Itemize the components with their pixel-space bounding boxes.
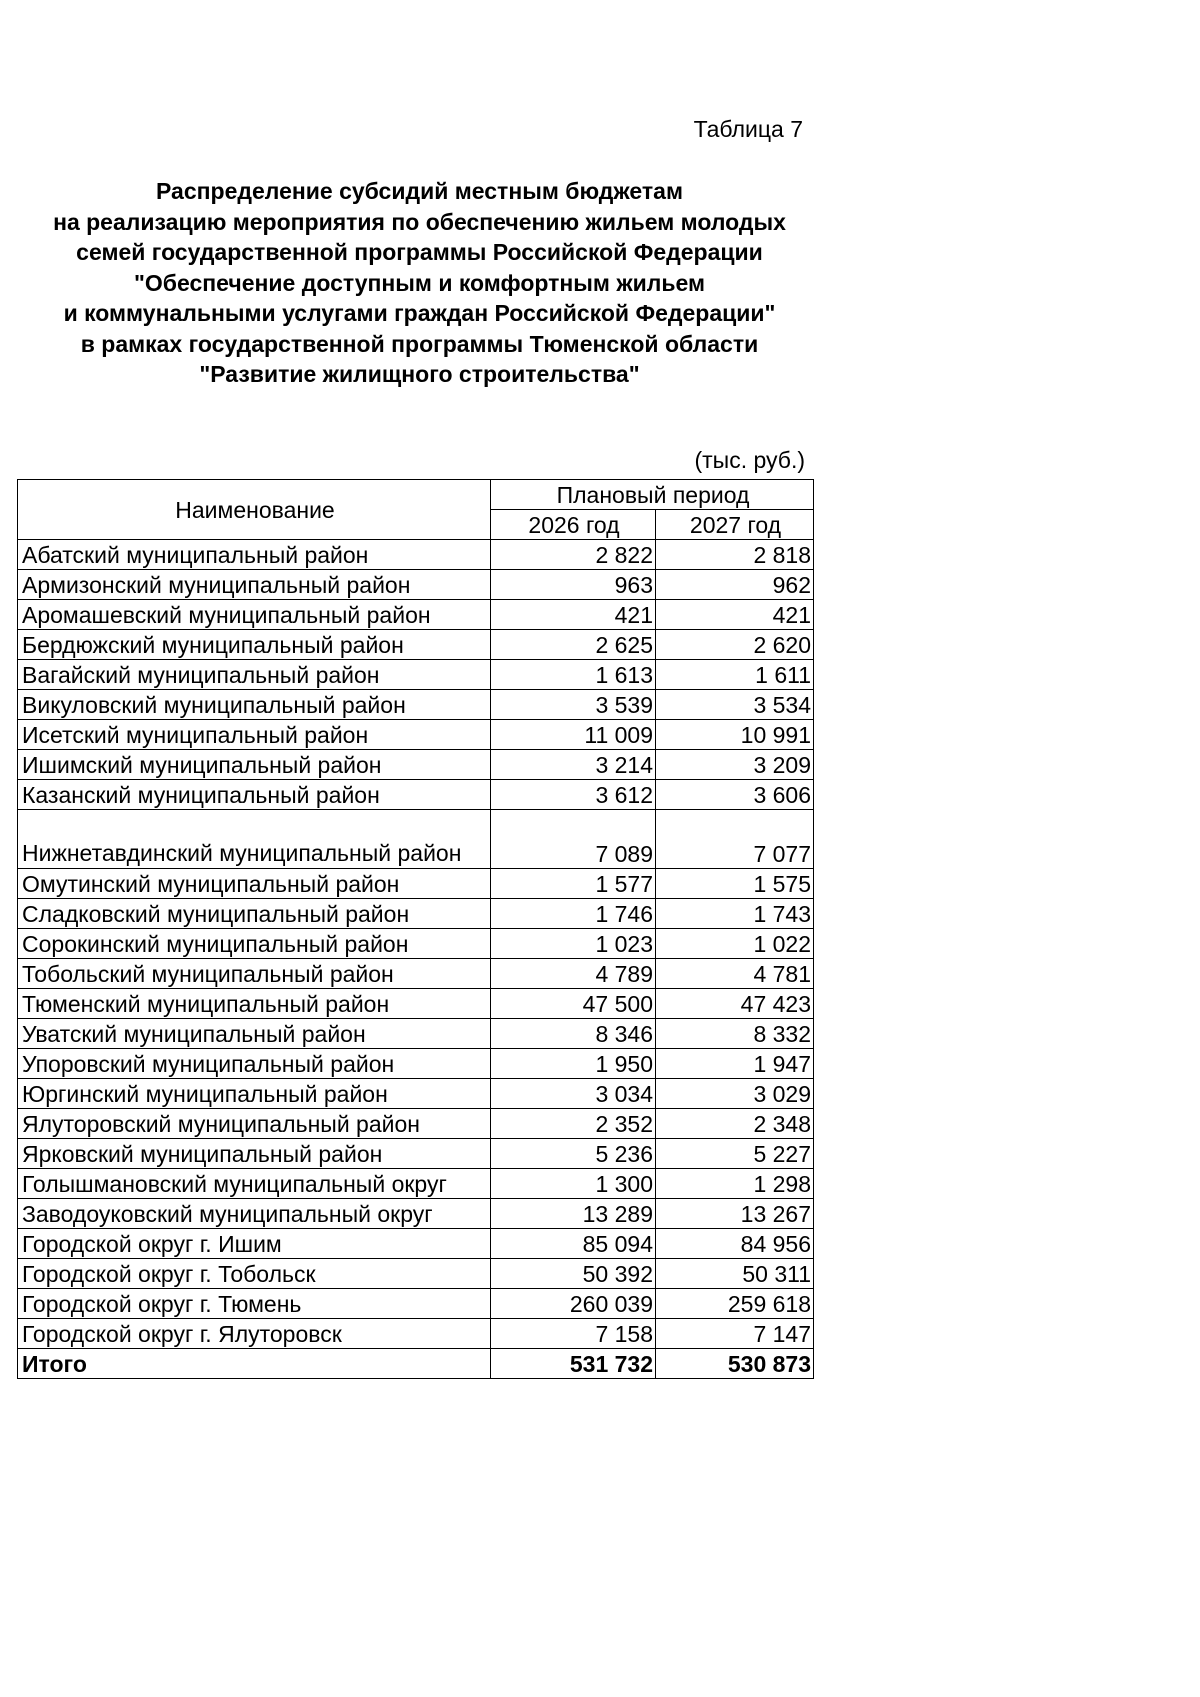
row-name: Аромашевский муниципальный район [18, 600, 491, 630]
row-value-2026: 2 822 [491, 540, 656, 570]
row-value-2027: 1 575 [656, 869, 814, 899]
row-value-2026: 3 539 [491, 690, 656, 720]
row-value-2026: 85 094 [491, 1229, 656, 1259]
row-name: Ярковский муниципальный район [18, 1139, 491, 1169]
row-value-2026: 4 789 [491, 959, 656, 989]
table-row [18, 810, 814, 869]
table-row [18, 780, 814, 810]
table-row [18, 570, 814, 600]
row-name: Заводоуковский муниципальный округ [18, 1199, 491, 1229]
row-value-2027: 10 991 [656, 720, 814, 750]
row-name: Бердюжский муниципальный район [18, 630, 491, 660]
table-row [18, 1049, 814, 1079]
table-row [18, 1169, 814, 1199]
row-value-2027: 50 311 [656, 1259, 814, 1289]
title-line: "Обеспечение доступным и комфортным жильем [133, 269, 706, 296]
table-header [18, 480, 814, 540]
units-label: (тыс. руб.) [694, 447, 805, 473]
row-value-2027: 1 947 [656, 1049, 814, 1079]
row-value-2026: 11 009 [491, 720, 656, 750]
title-line: и коммунальными услугами граждан Российской Федерации" [63, 300, 776, 326]
title-line: в рамках государственной программы Тюменской области [80, 330, 759, 357]
row-name: Сладковский муниципальный район [18, 899, 491, 929]
row-value-2027: 2 620 [656, 630, 814, 660]
row-name: Ялуторовский муниципальный район [18, 1109, 491, 1139]
row-value-2026: 47 500 [491, 989, 656, 1019]
row-name: Юргинский муниципальный район [18, 1079, 491, 1109]
header-year-2026: 2026 год [491, 510, 656, 540]
row-name: Нижнетавдинский муниципальный район [18, 810, 491, 869]
row-value-2027: 84 956 [656, 1229, 814, 1259]
total-row [18, 1349, 814, 1379]
row-name: Упоровский муниципальный район [18, 1049, 491, 1079]
table-row [18, 630, 814, 660]
row-name: Городской округ г. Тобольск [18, 1259, 491, 1289]
table-row [18, 1079, 814, 1109]
row-value-2027: 8 332 [656, 1019, 814, 1049]
table-row [18, 540, 814, 570]
table-row [18, 869, 814, 899]
title-line: "Развитие жилищного строительства" [199, 361, 640, 387]
row-value-2027: 7 077 [656, 810, 814, 869]
row-value-2027: 3 029 [656, 1079, 814, 1109]
table-row [18, 929, 814, 959]
row-value-2026: 13 289 [491, 1199, 656, 1229]
row-name: Вагайский муниципальный район [18, 660, 491, 690]
row-value-2026: 1 300 [491, 1169, 656, 1199]
table-row [18, 750, 814, 780]
row-value-2026: 963 [491, 570, 656, 600]
row-name: Викуловский муниципальный район [18, 690, 491, 720]
table-row [18, 1019, 814, 1049]
table-body [18, 540, 814, 1349]
row-name: Городской округ г. Ишим [18, 1229, 491, 1259]
table-row [18, 1319, 814, 1349]
row-value-2027: 1 298 [656, 1169, 814, 1199]
row-name: Казанский муниципальный район [18, 780, 491, 810]
row-value-2026: 1 613 [491, 660, 656, 690]
row-value-2026: 3 034 [491, 1079, 656, 1109]
row-value-2027: 7 147 [656, 1319, 814, 1349]
row-value-2026: 2 352 [491, 1109, 656, 1139]
row-value-2026: 7 089 [491, 810, 656, 869]
row-name: Армизонский муниципальный район [18, 570, 491, 600]
row-value-2027: 1 611 [656, 660, 814, 690]
row-value-2027: 421 [656, 600, 814, 630]
row-value-2026: 1 023 [491, 929, 656, 959]
row-value-2027: 259 618 [656, 1289, 814, 1319]
row-name: Сорокинский муниципальный район [18, 929, 491, 959]
row-name: Уватский муниципальный район [18, 1019, 491, 1049]
table-row [18, 720, 814, 750]
row-value-2026: 3 214 [491, 750, 656, 780]
row-value-2027: 962 [656, 570, 814, 600]
row-value-2026: 1 950 [491, 1049, 656, 1079]
total-label: Итого [18, 1349, 491, 1379]
table-row [18, 959, 814, 989]
table-row [18, 600, 814, 630]
total-2026: 531 732 [491, 1349, 656, 1379]
table-row [18, 1259, 814, 1289]
table-number: Таблица 7 [693, 116, 803, 142]
row-value-2027: 13 267 [656, 1199, 814, 1229]
row-name: Абатский муниципальный район [18, 540, 491, 570]
document-title [18, 176, 821, 390]
row-name: Омутинский муниципальный район [18, 869, 491, 899]
table-row [18, 1199, 814, 1229]
row-name: Исетский муниципальный район [18, 720, 491, 750]
table-row [18, 989, 814, 1019]
row-name: Ишимский муниципальный район [18, 750, 491, 780]
title-line: семей государственной программы Российской Федерации [76, 239, 763, 265]
row-value-2027: 1 022 [656, 929, 814, 959]
row-value-2026: 1 746 [491, 899, 656, 929]
row-value-2026: 260 039 [491, 1289, 656, 1319]
title-line: на реализацию мероприятия по обеспечению жильем молодых [53, 208, 786, 235]
row-value-2026: 3 612 [491, 780, 656, 810]
row-value-2026: 421 [491, 600, 656, 630]
row-value-2027: 4 781 [656, 959, 814, 989]
table-row [18, 660, 814, 690]
row-value-2027: 47 423 [656, 989, 814, 1019]
row-name: Тюменский муниципальный район [18, 989, 491, 1019]
row-value-2027: 3 534 [656, 690, 814, 720]
row-name: Тобольский муниципальный район [18, 959, 491, 989]
row-value-2026: 2 625 [491, 630, 656, 660]
header-year-2027: 2027 год [656, 510, 814, 540]
table-row [18, 690, 814, 720]
table-row [18, 899, 814, 929]
row-value-2026: 8 346 [491, 1019, 656, 1049]
row-name: Городской округ г. Ялуторовск [18, 1319, 491, 1349]
row-value-2027: 2 348 [656, 1109, 814, 1139]
row-value-2027: 3 606 [656, 780, 814, 810]
row-value-2027: 1 743 [656, 899, 814, 929]
row-value-2026: 5 236 [491, 1139, 656, 1169]
table-row [18, 1289, 814, 1319]
row-name: Голышмановский муниципальный округ [18, 1169, 491, 1199]
row-value-2026: 7 158 [491, 1319, 656, 1349]
table-row [18, 1109, 814, 1139]
row-value-2027: 5 227 [656, 1139, 814, 1169]
row-name: Городской округ г. Тюмень [18, 1289, 491, 1319]
row-value-2026: 50 392 [491, 1259, 656, 1289]
table-row [18, 1139, 814, 1169]
row-value-2026: 1 577 [491, 869, 656, 899]
header-period: Плановый период [491, 480, 814, 510]
total-2027: 530 873 [656, 1349, 814, 1379]
row-value-2027: 3 209 [656, 750, 814, 780]
header-name: Наименование [18, 480, 491, 540]
subsidy-table [17, 479, 814, 1379]
row-value-2027: 2 818 [656, 540, 814, 570]
table-row [18, 1229, 814, 1259]
title-line: Распределение субсидий местным бюджетам [156, 178, 683, 204]
